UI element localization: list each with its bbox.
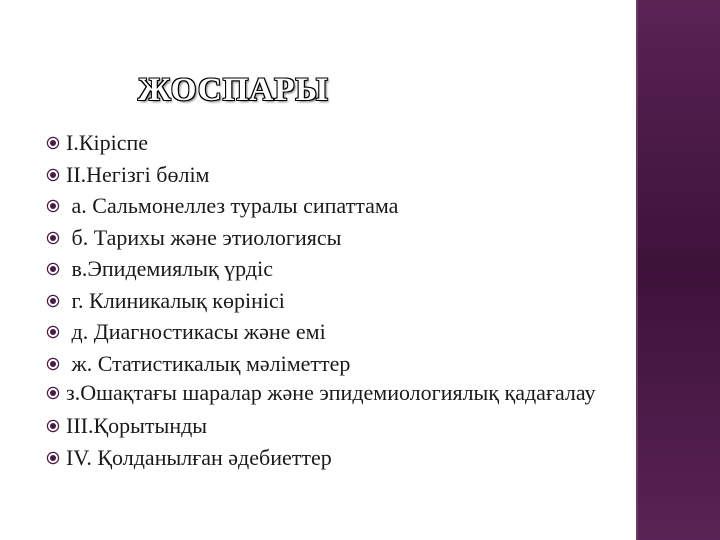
plan-list — [46, 127, 626, 473]
list-item — [46, 190, 626, 222]
list-item — [46, 379, 626, 410]
sun-bullet-icon — [46, 357, 60, 371]
list-item-text: д. Диагностикасы және емі — [66, 319, 326, 344]
sun-bullet-icon — [46, 386, 60, 400]
list-item-text: ІV. Қолданылған әдебиеттер — [66, 444, 332, 470]
sun-bullet-icon — [46, 262, 60, 276]
sun-bullet-icon — [46, 168, 60, 182]
list-item — [46, 285, 626, 317]
sun-bullet-icon — [46, 451, 60, 465]
list-item — [46, 159, 626, 191]
list-item-text: в.Эпидемиялық үрдіс — [66, 256, 273, 281]
list-item-text: І.Кіріспе — [66, 130, 149, 155]
list-item-text: г. Клиникалық көрінісі — [66, 287, 285, 313]
sun-bullet-icon — [46, 199, 60, 213]
list-item-text: ІІ.Негізгі бөлім — [66, 161, 210, 187]
list-item-text: ж. Статистикалық мәліметтер — [66, 350, 351, 376]
sun-bullet-icon — [46, 419, 60, 433]
list-item-text: ІІІ.Қорытынды — [66, 413, 208, 438]
list-item — [46, 348, 626, 380]
list-item-text: а. Сальмонеллез туралы сипаттама — [66, 193, 399, 218]
sun-bullet-icon — [46, 231, 60, 245]
slide-title: ЖОСПАРЫ — [138, 72, 329, 108]
list-item — [46, 253, 626, 285]
list-item — [46, 127, 626, 159]
list-item-text: б. Тарихы және этиологиясы — [66, 224, 342, 250]
list-item-text: з.Ошақтағы шаралар және эпидемиологиялық қадағалау — [66, 380, 596, 405]
sun-bullet-icon — [46, 294, 60, 308]
list-item — [46, 442, 626, 474]
right-accent-bar — [638, 0, 720, 540]
sun-bullet-icon — [46, 136, 60, 150]
list-item — [46, 222, 626, 254]
sun-bullet-icon — [46, 325, 60, 339]
list-item — [46, 316, 626, 348]
list-item — [46, 410, 626, 442]
